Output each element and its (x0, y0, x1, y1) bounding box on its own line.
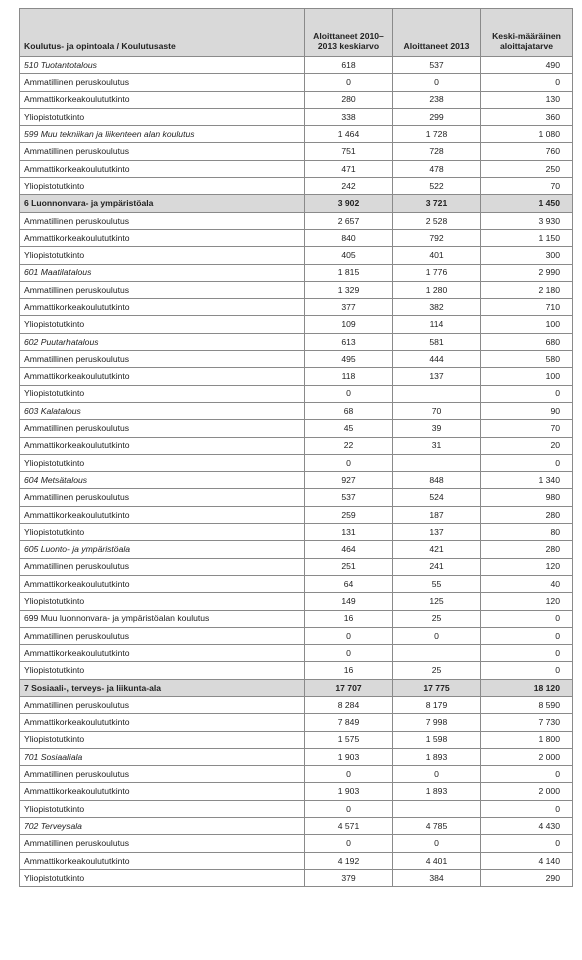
cell-average-need: 2 180 (481, 281, 573, 298)
cell-avg-2010-2013: 251 (305, 558, 393, 575)
cell-average-need: 90 (481, 402, 573, 419)
row-label: Yliopistotutkinto (20, 800, 305, 817)
row-label: Ammatillinen peruskoulutus (20, 74, 305, 91)
table-row (20, 281, 573, 298)
cell-average-need: 3 930 (481, 212, 573, 229)
cell-avg-2010-2013: 4 571 (305, 818, 393, 835)
cell-average-need: 710 (481, 299, 573, 316)
education-table (19, 8, 573, 887)
row-label: Yliopistotutkinto (20, 454, 305, 471)
table-row (20, 696, 573, 713)
table-row (20, 229, 573, 246)
table-row (20, 454, 573, 471)
table-row (20, 766, 573, 783)
cell-avg-2010-2013: 338 (305, 108, 393, 125)
table-row (20, 351, 573, 368)
cell-started-2013: 137 (393, 368, 481, 385)
cell-avg-2010-2013: 0 (305, 454, 393, 471)
cell-avg-2010-2013: 0 (305, 835, 393, 852)
cell-avg-2010-2013: 537 (305, 489, 393, 506)
cell-avg-2010-2013: 0 (305, 766, 393, 783)
cell-avg-2010-2013: 149 (305, 593, 393, 610)
row-label: Ammatillinen peruskoulutus (20, 212, 305, 229)
cell-avg-2010-2013: 64 (305, 575, 393, 592)
cell-started-2013: 478 (393, 160, 481, 177)
table-row (20, 558, 573, 575)
cell-avg-2010-2013: 377 (305, 299, 393, 316)
cell-avg-2010-2013: 259 (305, 506, 393, 523)
table-row (20, 610, 573, 627)
table-row (20, 420, 573, 437)
cell-avg-2010-2013: 16 (305, 610, 393, 627)
table-row (20, 627, 573, 644)
cell-average-need: 40 (481, 575, 573, 592)
table-row (20, 645, 573, 662)
cell-avg-2010-2013: 464 (305, 541, 393, 558)
row-label: Ammattikorkeakoulututkinto (20, 645, 305, 662)
row-label: Ammattikorkeakoulututkinto (20, 437, 305, 454)
cell-started-2013: 4 401 (393, 852, 481, 869)
cell-started-2013: 1 280 (393, 281, 481, 298)
cell-average-need: 0 (481, 835, 573, 852)
cell-avg-2010-2013: 0 (305, 74, 393, 91)
row-label: 602 Puutarhatalous (20, 333, 305, 350)
table-row (20, 524, 573, 541)
cell-started-2013: 1 776 (393, 264, 481, 281)
cell-average-need: 1 800 (481, 731, 573, 748)
cell-avg-2010-2013: 613 (305, 333, 393, 350)
cell-avg-2010-2013: 1 903 (305, 783, 393, 800)
cell-average-need: 0 (481, 800, 573, 817)
table-row (20, 108, 573, 125)
cell-average-need: 2 000 (481, 783, 573, 800)
table-row (20, 869, 573, 886)
cell-avg-2010-2013: 927 (305, 472, 393, 489)
header-label: Koulutus- ja opintoala / Koulutusaste (20, 9, 305, 57)
cell-avg-2010-2013: 751 (305, 143, 393, 160)
table-row-subcategory (20, 818, 573, 835)
cell-avg-2010-2013: 379 (305, 869, 393, 886)
table-row (20, 178, 573, 195)
table-row (20, 247, 573, 264)
cell-average-need: 80 (481, 524, 573, 541)
table-row (20, 506, 573, 523)
cell-average-need: 0 (481, 454, 573, 471)
row-label: 510 Tuotantotalous (20, 57, 305, 74)
cell-started-2013: 7 998 (393, 714, 481, 731)
cell-started-2013: 70 (393, 402, 481, 419)
header-started-2013: Aloittaneet 2013 (393, 9, 481, 57)
cell-avg-2010-2013: 22 (305, 437, 393, 454)
cell-average-need: 7 730 (481, 714, 573, 731)
row-label: Yliopistotutkinto (20, 731, 305, 748)
cell-started-2013: 382 (393, 299, 481, 316)
cell-avg-2010-2013: 1 464 (305, 126, 393, 143)
row-label: Ammattikorkeakoulututkinto (20, 852, 305, 869)
cell-avg-2010-2013: 405 (305, 247, 393, 264)
row-label: Ammattikorkeakoulututkinto (20, 575, 305, 592)
cell-started-2013: 0 (393, 627, 481, 644)
cell-avg-2010-2013: 7 849 (305, 714, 393, 731)
cell-avg-2010-2013: 471 (305, 160, 393, 177)
cell-started-2013: 524 (393, 489, 481, 506)
cell-avg-2010-2013: 1 903 (305, 748, 393, 765)
cell-started-2013: 848 (393, 472, 481, 489)
table-row-subcategory (20, 333, 573, 350)
table-row (20, 385, 573, 402)
cell-started-2013 (393, 454, 481, 471)
row-label: 604 Metsätalous (20, 472, 305, 489)
cell-started-2013: 384 (393, 869, 481, 886)
table-row (20, 212, 573, 229)
cell-average-need: 580 (481, 351, 573, 368)
cell-avg-2010-2013: 280 (305, 91, 393, 108)
cell-avg-2010-2013: 2 657 (305, 212, 393, 229)
cell-avg-2010-2013: 131 (305, 524, 393, 541)
cell-avg-2010-2013: 17 707 (305, 679, 393, 696)
table-row (20, 91, 573, 108)
row-label: Yliopistotutkinto (20, 869, 305, 886)
cell-avg-2010-2013: 45 (305, 420, 393, 437)
table-row-subcategory (20, 264, 573, 281)
cell-average-need: 2 990 (481, 264, 573, 281)
table-body (20, 57, 573, 887)
row-label: Ammatillinen peruskoulutus (20, 766, 305, 783)
cell-average-need: 20 (481, 437, 573, 454)
cell-average-need: 760 (481, 143, 573, 160)
cell-avg-2010-2013: 1 575 (305, 731, 393, 748)
cell-started-2013 (393, 800, 481, 817)
cell-started-2013: 55 (393, 575, 481, 592)
cell-started-2013: 299 (393, 108, 481, 125)
row-label: Ammatillinen peruskoulutus (20, 696, 305, 713)
cell-average-need: 2 000 (481, 748, 573, 765)
cell-started-2013: 114 (393, 316, 481, 333)
cell-started-2013: 792 (393, 229, 481, 246)
cell-started-2013: 581 (393, 333, 481, 350)
row-label: Yliopistotutkinto (20, 662, 305, 679)
table-row (20, 489, 573, 506)
row-label: 699 Muu luonnonvara- ja ympäristöalan koulutus (20, 610, 305, 627)
cell-started-2013: 0 (393, 766, 481, 783)
cell-average-need: 0 (481, 74, 573, 91)
header-avg-2010-2013: Aloittaneet 2010–2013 keskiarvo (305, 9, 393, 57)
row-label: 702 Terveysala (20, 818, 305, 835)
cell-started-2013: 1 728 (393, 126, 481, 143)
cell-started-2013: 25 (393, 610, 481, 627)
cell-avg-2010-2013: 8 284 (305, 696, 393, 713)
cell-average-need: 0 (481, 766, 573, 783)
cell-started-2013: 401 (393, 247, 481, 264)
cell-average-need: 0 (481, 662, 573, 679)
cell-average-need: 70 (481, 178, 573, 195)
row-label: Ammattikorkeakoulututkinto (20, 91, 305, 108)
cell-average-need: 18 120 (481, 679, 573, 696)
row-label: Yliopistotutkinto (20, 316, 305, 333)
row-label: Ammatillinen peruskoulutus (20, 143, 305, 160)
cell-average-need: 490 (481, 57, 573, 74)
row-label: 601 Maatilatalous (20, 264, 305, 281)
cell-average-need: 280 (481, 541, 573, 558)
table-header-row (20, 9, 573, 57)
cell-average-need: 4 140 (481, 852, 573, 869)
cell-average-need: 4 430 (481, 818, 573, 835)
cell-average-need: 250 (481, 160, 573, 177)
cell-started-2013: 137 (393, 524, 481, 541)
table-row-subcategory (20, 402, 573, 419)
cell-started-2013: 421 (393, 541, 481, 558)
cell-avg-2010-2013: 16 (305, 662, 393, 679)
cell-started-2013: 522 (393, 178, 481, 195)
cell-started-2013 (393, 645, 481, 662)
table-row (20, 593, 573, 610)
cell-average-need: 70 (481, 420, 573, 437)
table-row (20, 852, 573, 869)
row-label: 605 Luonto- ja ympäristöala (20, 541, 305, 558)
cell-average-need: 290 (481, 869, 573, 886)
table-row (20, 575, 573, 592)
cell-started-2013: 537 (393, 57, 481, 74)
cell-average-need: 0 (481, 385, 573, 402)
table-row-subcategory (20, 748, 573, 765)
cell-started-2013: 0 (393, 74, 481, 91)
cell-average-need: 0 (481, 610, 573, 627)
cell-average-need: 1 340 (481, 472, 573, 489)
table-row (20, 368, 573, 385)
row-label: 599 Muu tekniikan ja liikenteen alan koulutus (20, 126, 305, 143)
row-label: Yliopistotutkinto (20, 593, 305, 610)
table-row (20, 662, 573, 679)
table-row-subcategory (20, 57, 573, 74)
cell-avg-2010-2013: 242 (305, 178, 393, 195)
cell-average-need: 280 (481, 506, 573, 523)
row-label: Ammatillinen peruskoulutus (20, 351, 305, 368)
cell-started-2013: 8 179 (393, 696, 481, 713)
cell-avg-2010-2013: 618 (305, 57, 393, 74)
cell-started-2013: 187 (393, 506, 481, 523)
table-row (20, 160, 573, 177)
row-label: Ammatillinen peruskoulutus (20, 489, 305, 506)
table-row (20, 437, 573, 454)
cell-avg-2010-2013: 0 (305, 385, 393, 402)
row-label: Ammatillinen peruskoulutus (20, 281, 305, 298)
row-label: Yliopistotutkinto (20, 108, 305, 125)
cell-average-need: 1 450 (481, 195, 573, 212)
cell-started-2013: 0 (393, 835, 481, 852)
row-label: Ammatillinen peruskoulutus (20, 835, 305, 852)
cell-avg-2010-2013: 68 (305, 402, 393, 419)
cell-average-need: 1 150 (481, 229, 573, 246)
cell-avg-2010-2013: 0 (305, 645, 393, 662)
row-label: 6 Luonnonvara- ja ympäristöala (20, 195, 305, 212)
row-label: Ammattikorkeakoulututkinto (20, 368, 305, 385)
cell-avg-2010-2013: 4 192 (305, 852, 393, 869)
row-label: Ammatillinen peruskoulutus (20, 558, 305, 575)
cell-average-need: 360 (481, 108, 573, 125)
cell-started-2013: 2 528 (393, 212, 481, 229)
header-average-need: Keski-määräinen aloittajatarve (481, 9, 573, 57)
row-label: Ammattikorkeakoulututkinto (20, 506, 305, 523)
cell-started-2013: 1 893 (393, 748, 481, 765)
cell-started-2013: 444 (393, 351, 481, 368)
cell-started-2013: 25 (393, 662, 481, 679)
row-label: Yliopistotutkinto (20, 524, 305, 541)
cell-average-need: 680 (481, 333, 573, 350)
cell-started-2013: 125 (393, 593, 481, 610)
row-label: Ammattikorkeakoulututkinto (20, 714, 305, 731)
table-row-subcategory (20, 472, 573, 489)
cell-avg-2010-2013: 1 329 (305, 281, 393, 298)
cell-avg-2010-2013: 0 (305, 800, 393, 817)
cell-avg-2010-2013: 1 815 (305, 264, 393, 281)
cell-average-need: 980 (481, 489, 573, 506)
cell-started-2013: 4 785 (393, 818, 481, 835)
row-label: Yliopistotutkinto (20, 247, 305, 264)
row-label: 701 Sosiaaliala (20, 748, 305, 765)
cell-avg-2010-2013: 495 (305, 351, 393, 368)
row-label: 7 Sosiaali-, terveys- ja liikunta-ala (20, 679, 305, 696)
cell-avg-2010-2013: 840 (305, 229, 393, 246)
cell-average-need: 100 (481, 316, 573, 333)
cell-average-need: 1 080 (481, 126, 573, 143)
cell-average-need: 8 590 (481, 696, 573, 713)
cell-average-need: 0 (481, 627, 573, 644)
row-label: Ammatillinen peruskoulutus (20, 420, 305, 437)
row-label: Yliopistotutkinto (20, 178, 305, 195)
cell-started-2013: 31 (393, 437, 481, 454)
row-label: Ammattikorkeakoulututkinto (20, 160, 305, 177)
cell-started-2013: 1 893 (393, 783, 481, 800)
table-row-subcategory (20, 541, 573, 558)
cell-started-2013: 17 775 (393, 679, 481, 696)
table-container (19, 8, 572, 887)
cell-started-2013: 241 (393, 558, 481, 575)
row-label: Ammattikorkeakoulututkinto (20, 783, 305, 800)
table-row (20, 316, 573, 333)
cell-average-need: 0 (481, 645, 573, 662)
cell-average-need: 300 (481, 247, 573, 264)
table-row (20, 143, 573, 160)
table-row (20, 731, 573, 748)
cell-average-need: 130 (481, 91, 573, 108)
row-label: 603 Kalatalous (20, 402, 305, 419)
cell-started-2013: 3 721 (393, 195, 481, 212)
cell-avg-2010-2013: 109 (305, 316, 393, 333)
cell-average-need: 120 (481, 593, 573, 610)
cell-avg-2010-2013: 118 (305, 368, 393, 385)
cell-avg-2010-2013: 0 (305, 627, 393, 644)
cell-average-need: 100 (481, 368, 573, 385)
row-label: Yliopistotutkinto (20, 385, 305, 402)
cell-average-need: 120 (481, 558, 573, 575)
cell-started-2013 (393, 385, 481, 402)
cell-avg-2010-2013: 3 902 (305, 195, 393, 212)
cell-started-2013: 728 (393, 143, 481, 160)
row-label: Ammattikorkeakoulututkinto (20, 299, 305, 316)
cell-started-2013: 238 (393, 91, 481, 108)
table-row (20, 714, 573, 731)
table-row (20, 74, 573, 91)
row-label: Ammattikorkeakoulututkinto (20, 229, 305, 246)
table-row-main-category (20, 195, 573, 212)
row-label: Ammatillinen peruskoulutus (20, 627, 305, 644)
cell-started-2013: 1 598 (393, 731, 481, 748)
table-row-subcategory (20, 126, 573, 143)
table-row (20, 800, 573, 817)
table-row (20, 835, 573, 852)
table-row-main-category (20, 679, 573, 696)
cell-started-2013: 39 (393, 420, 481, 437)
table-row (20, 783, 573, 800)
table-row (20, 299, 573, 316)
